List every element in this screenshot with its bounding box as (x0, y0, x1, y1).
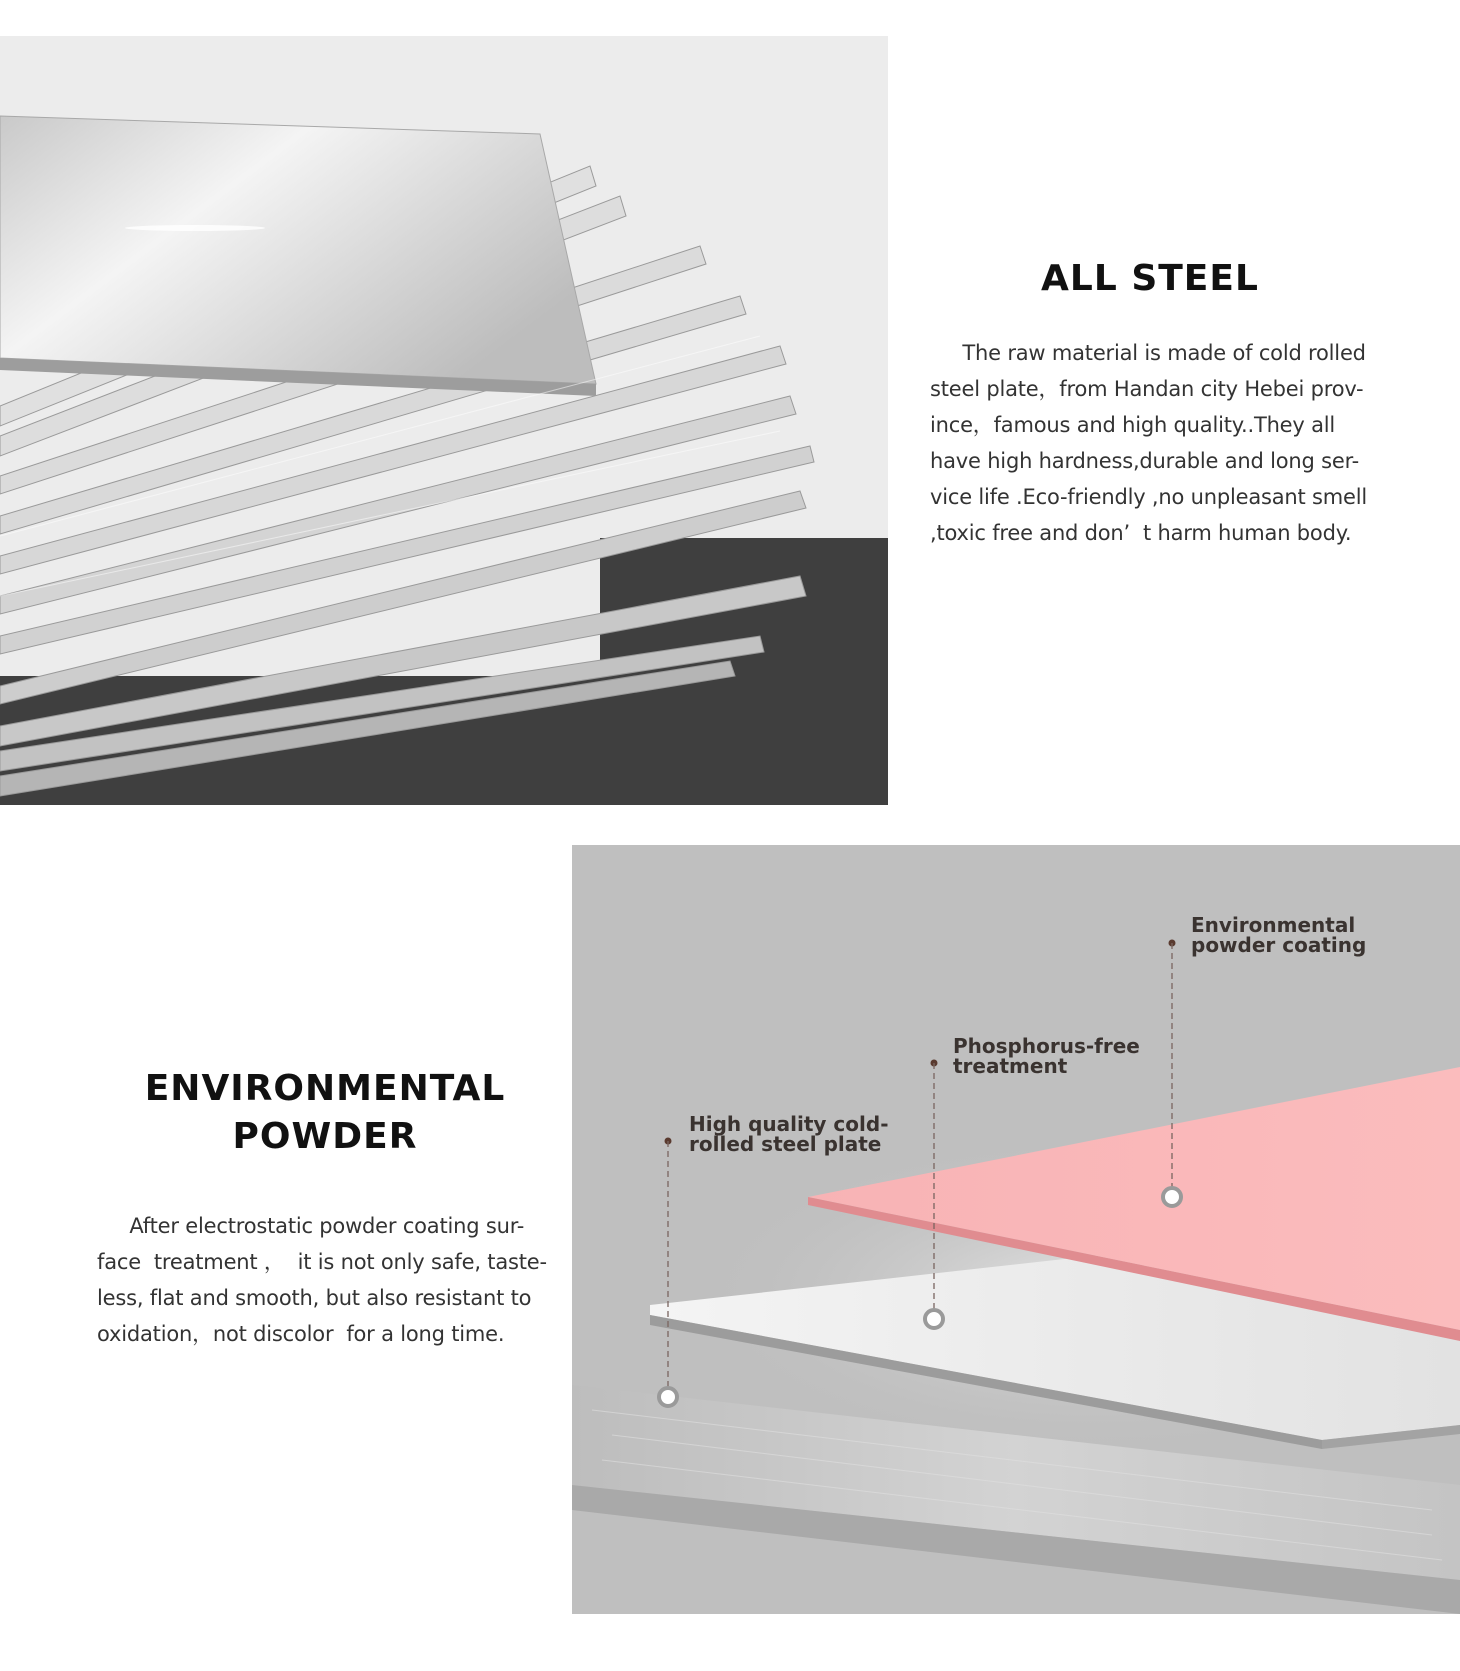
all-steel-heading: ALL STEEL (1041, 258, 1259, 299)
environmental-powder-heading (90, 1065, 560, 1161)
treatment-callout-label: Phosphorus-free treatment (953, 1034, 1140, 1078)
environmental-powder-description: After electrostatic powder coating sur- face treatment ， it is not only safe, taste- less, flat and smooth, but also resistant to oxidation，not discolor for a long time. (97, 1214, 547, 1346)
steel-sheets-illustration (0, 36, 888, 805)
plate-callout-label: High quality cold- rolled steel plate (689, 1112, 889, 1156)
coating-layers-image (572, 845, 1460, 1614)
heading-line-2: POWDER (232, 1116, 418, 1157)
coating-callout-label: Environmental powder coating (1191, 913, 1367, 957)
coating-layers-illustration (572, 845, 1460, 1614)
all-steel-description: The raw material is made of cold rolled steel plate，from Handan city Hebei prov- ince，famous and high quality..They all have high hardness,durable and long ser- vice life .Eco-friendly ,no unpleasant smell ,toxic free and don’ t harm human body. (930, 341, 1368, 545)
plate-callout-marker (659, 1138, 677, 1407)
heading-line-1: ENVIRONMENTAL (144, 1068, 506, 1109)
steel-sheets-image (0, 36, 888, 805)
